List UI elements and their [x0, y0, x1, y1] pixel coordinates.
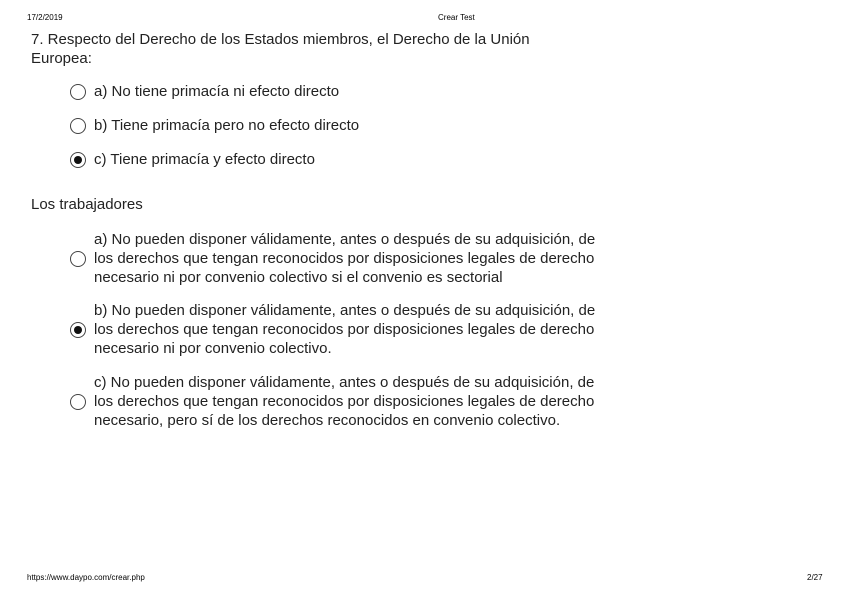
question-8-option-a[interactable]: [70, 230, 614, 287]
option-label: b) No pueden disponer válidamente, antes o después de su adquisición, de los derechos que tengan reconocidos por disposiciones legales de derecho necesario ni por convenio colectivo.: [94, 302, 596, 357]
option-label: c) No pueden disponer válidamente, antes o después de su adquisición, de los derechos que tengan reconocidos por disposiciones legales de derecho necesario, pero sí de los derechos reconocidos en convenio colectivo.: [94, 374, 595, 429]
question-8-text: Los trabajadores: [31, 196, 143, 213]
radio-icon[interactable]: [70, 118, 86, 134]
question-7-text: 7. Respecto del Derecho de los Estados miembros, el Derecho de la Unión Europea:: [31, 31, 530, 67]
question-7-option-b[interactable]: [70, 116, 614, 135]
page-number: 2/27: [807, 573, 823, 582]
option-label: c) Tiene primacía y efecto directo: [94, 151, 315, 168]
question-8-option-c[interactable]: [70, 373, 614, 430]
radio-selected-icon[interactable]: [70, 322, 86, 338]
option-label: a) No tiene primacía ni efecto directo: [94, 83, 340, 100]
option-label: b) Tiene primacía pero no efecto directo: [94, 117, 360, 134]
radio-icon[interactable]: [70, 84, 86, 100]
question-8-option-b[interactable]: [70, 301, 614, 358]
radio-icon[interactable]: [70, 251, 86, 267]
question-7-option-c[interactable]: [70, 150, 614, 169]
question-7-option-a[interactable]: [70, 82, 614, 101]
radio-selected-icon[interactable]: [70, 152, 86, 168]
radio-icon[interactable]: [70, 394, 86, 410]
print-date: 17/2/2019: [27, 13, 63, 22]
print-title: Crear Test: [438, 13, 475, 22]
print-url: https://www.daypo.com/crear.php: [27, 573, 145, 582]
option-label: a) No pueden disponer válidamente, antes o después de su adquisición, de los derechos que tengan reconocidos por disposiciones legales de derecho necesario ni por convenio colectivo si el convenio es sectorial: [94, 231, 596, 286]
